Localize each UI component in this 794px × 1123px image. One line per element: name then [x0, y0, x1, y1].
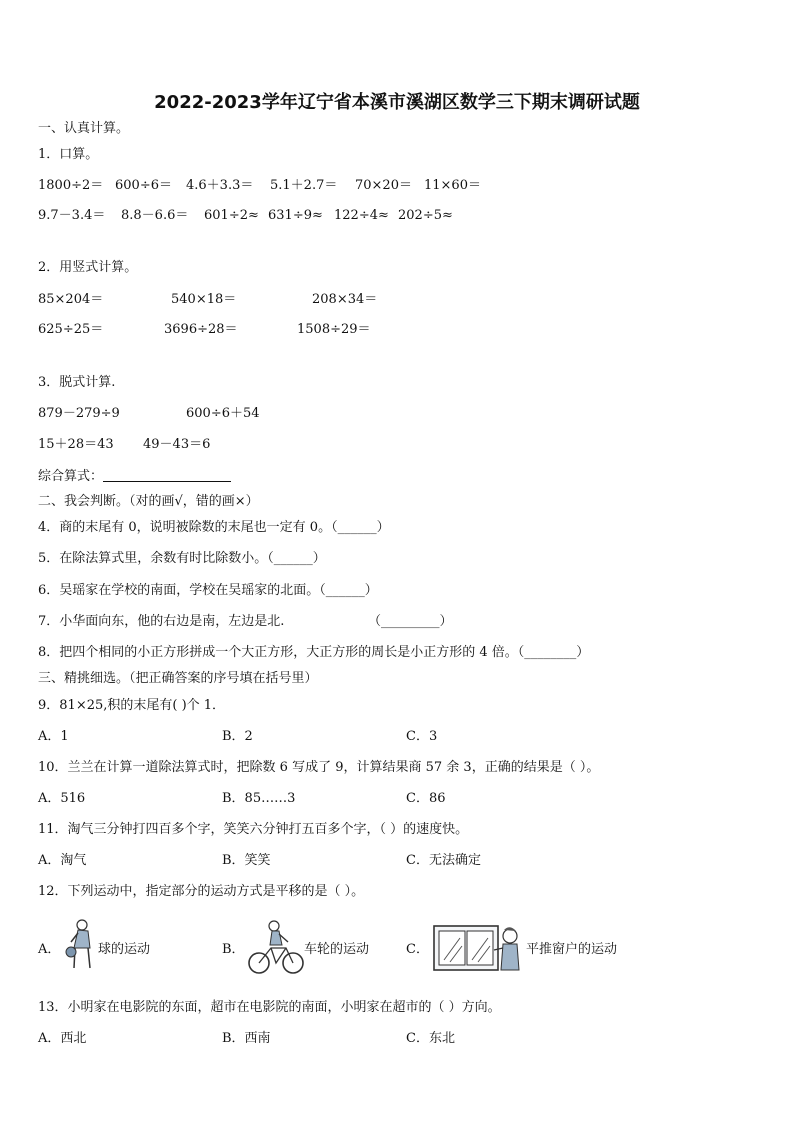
q9-option-b: B．2	[222, 729, 253, 744]
q3-item: 600÷6＋54	[186, 406, 260, 421]
q1-item: 631÷9≈	[268, 208, 323, 223]
q2-item: 1508÷29＝	[297, 322, 371, 337]
q4: 4．商的末尾有 0，说明被除数的末尾也一定有 0。（______）	[38, 520, 390, 535]
q12-option-c-text: 平推窗户的运动	[526, 942, 618, 957]
q9-option-c: C．3	[406, 729, 438, 744]
q9-stem: 9．81×25,积的末尾有( )个 1．	[38, 698, 226, 713]
q10-option-c: C．86	[406, 791, 446, 806]
q2-item: 208×34＝	[312, 292, 378, 307]
q10-stem: 10．兰兰在计算一道除法算式时，把除数 6 写成了 9，计算结果商 57 余 3，正确的结果是（ ）。	[38, 760, 600, 775]
q2-item: 625÷25＝	[38, 322, 104, 337]
q3-combined-line	[38, 468, 231, 485]
q1-item: 70×20＝	[355, 178, 412, 193]
sliding-window-icon	[432, 922, 528, 974]
q13-option-a: A．西北	[38, 1031, 87, 1046]
q11-option-c: C．无法确定	[406, 853, 481, 868]
page-title: 2022-2023学年辽宁省本溪市溪湖区数学三下期末调研试题	[154, 92, 640, 113]
q7-answer-blank: （_________）	[368, 614, 453, 629]
q13-stem: 13．小明家在电影院的东面，超市在电影院的南面，小明家在超市的（ ）方向。	[38, 1000, 501, 1015]
q12-option-b-text: 车轮的运动	[304, 942, 370, 957]
section-1-heading: 一、认真计算。	[38, 121, 130, 136]
section-2-heading: 二、我会判断。（对的画√，错的画×）	[38, 494, 259, 509]
q12-option-a-text: 球的运动	[98, 942, 151, 957]
q1-item: 9.7－3.4＝	[38, 208, 106, 223]
q1-label: 1．口算。	[38, 147, 99, 162]
q3-item: 879－279÷9	[38, 406, 120, 421]
q13-option-b: B．西南	[222, 1031, 271, 1046]
q11-stem: 11．淘气三分钟打四百多个字，笑笑六分钟打五百多个字，（ ）的速度快。	[38, 822, 469, 837]
q1-item: 600÷6＝	[115, 178, 172, 193]
q3-combined-label: 综合算式：	[38, 469, 104, 484]
q3-label: 3．脱式计算.	[38, 375, 116, 390]
q1-item: 1800÷2＝	[38, 178, 104, 193]
q1-item: 8.8－6.6＝	[121, 208, 189, 223]
ball-bouncing-icon	[60, 918, 100, 974]
q3-item: 15＋28＝43	[38, 437, 114, 452]
answer-blank[interactable]	[103, 468, 231, 482]
q12-option-a-letter: A．	[38, 942, 61, 957]
q1-item: 5.1＋2.7＝	[270, 178, 338, 193]
bicycle-icon	[246, 918, 306, 976]
q13-option-c: C．东北	[406, 1031, 455, 1046]
section-3-heading: 三、精挑细选。（把正确答案的序号填在括号里）	[38, 671, 318, 686]
q8: 8．把四个相同的小正方形拼成一个大正方形，大正方形的周长是小正方形的 4 倍。（________）	[38, 645, 590, 660]
q3-item: 49－43＝6	[143, 437, 211, 452]
q12-stem: 12．下列运动中，指定部分的运动方式是平移的是（ ）。	[38, 884, 365, 899]
q6: 6．吴瑶家在学校的南面，学校在吴瑶家的北面。（______）	[38, 583, 378, 598]
q1-item: 11×60＝	[424, 178, 481, 193]
q2-item: 85×204＝	[38, 292, 104, 307]
q10-option-b: B．85……3	[222, 791, 296, 806]
q11-option-b: B．笑笑	[222, 853, 271, 868]
q12-option-b-letter: B．	[222, 942, 245, 957]
q5: 5．在除法算式里，余数有时比除数小。（______）	[38, 551, 326, 566]
q10-option-a: A．516	[38, 791, 86, 806]
q12-option-c-letter: C．	[406, 942, 429, 957]
q1-item: 4.6＋3.3＝	[186, 178, 254, 193]
q9-option-a: A．1	[38, 729, 69, 744]
q2-item: 3696÷28＝	[164, 322, 238, 337]
q2-item: 540×18＝	[171, 292, 237, 307]
q1-item: 202÷5≈	[398, 208, 453, 223]
q1-item: 122÷4≈	[334, 208, 389, 223]
q7: 7．小华面向东，他的右边是南，左边是北.	[38, 614, 285, 629]
q2-label: 2．用竖式计算。	[38, 260, 138, 275]
q1-item: 601÷2≈	[204, 208, 259, 223]
q11-option-a: A．淘气	[38, 853, 87, 868]
